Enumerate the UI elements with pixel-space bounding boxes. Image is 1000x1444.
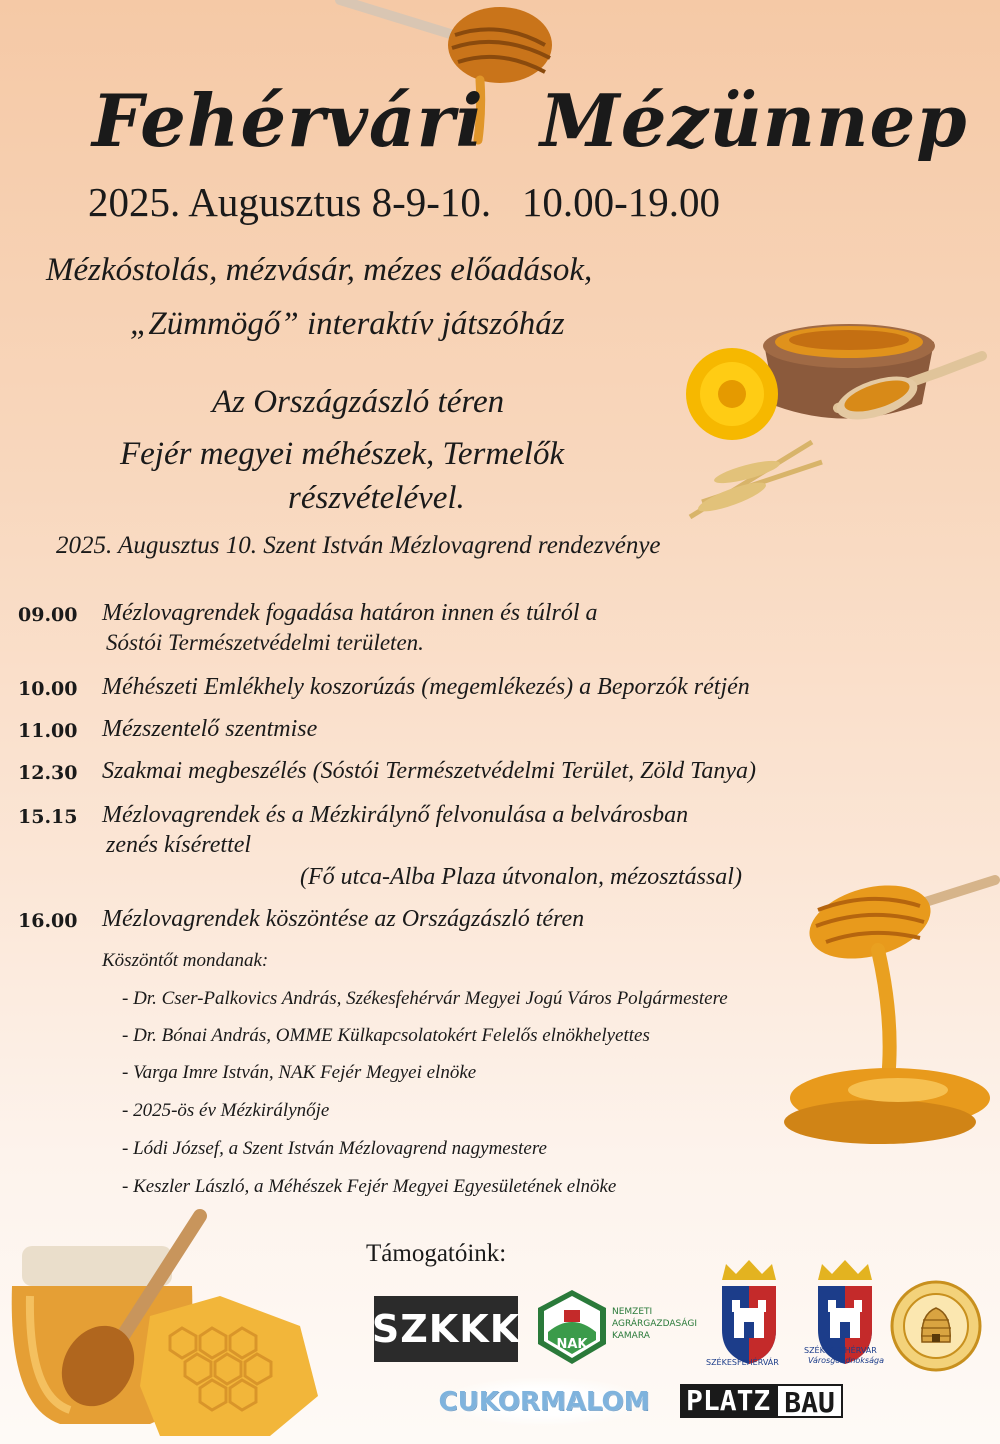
- honey-dipper-right-image: [770, 870, 1000, 1160]
- szekesfehervar-coat-of-arms-icon: [716, 1256, 782, 1366]
- nak-text-line: KAMARA: [612, 1331, 650, 1341]
- speaker-item: - Lódi József, a Szent István Mézlovagrend nagymestere: [122, 1138, 547, 1159]
- nak-logo-icon: [536, 1288, 608, 1366]
- nak-text-line: NEMZETI: [612, 1307, 653, 1317]
- cukormalom-logo: CUKORMALOM: [446, 1378, 642, 1426]
- schedule-text-route: (Fő utca-Alba Plaza útvonalon, mézosztással): [300, 864, 742, 890]
- order-event-line: 2025. Augusztus 10. Szent István Mézlovagrend rendezvénye: [56, 532, 661, 559]
- honey-jar-image: [0, 1196, 330, 1444]
- title-word-2: Mézünnep: [540, 78, 968, 163]
- schedule-text: Mézlovagrendek köszöntése az Országzászló téren: [102, 906, 585, 932]
- pollen-bowl-image: [672, 312, 1000, 532]
- nak-logo-text: [612, 1306, 722, 1342]
- beekeepers-association-seal-icon: [890, 1280, 982, 1372]
- schedule-text: Méhészeti Emlékhely koszorúzás (megemlékezés) a Beporzók rétjén: [102, 674, 750, 700]
- platzbau-logo: [680, 1384, 843, 1418]
- schedule-text: Szakmai megbeszélés (Sóstói Természetvédelmi Terület, Zöld Tanya): [102, 758, 756, 784]
- participants-line-1: Fejér megyei méhészek, Termelők: [120, 436, 565, 472]
- platzbau-logo-part1: PLATZ: [680, 1384, 776, 1418]
- schedule-time: 12.30: [18, 762, 78, 784]
- speaker-item: - Keszler László, a Méhészek Fejér Megyei Egyesületének elnöke: [122, 1176, 617, 1197]
- speaker-item: - Dr. Bónai András, OMME Külkapcsolatokért Felelős elnökhelyettes: [122, 1025, 650, 1046]
- speaker-item: - 2025-ös év Mézkirálynője: [122, 1100, 330, 1121]
- schedule-text: Mézszentelő szentmise: [102, 716, 318, 742]
- speakers-label: Köszöntőt mondanak:: [102, 950, 269, 971]
- nak-text-line: AGRÁRGAZDASÁGI: [612, 1319, 698, 1329]
- city-caption: SZÉKESFEHÉRVÁR: [706, 1358, 779, 1367]
- city-caption-2: Városgondnoksága: [808, 1356, 884, 1365]
- schedule-text-cont: zenés kísérettel: [106, 832, 252, 858]
- location-line: Az Országzászló téren: [212, 384, 505, 420]
- event-date-time: 2025. Augusztus 8-9-10. 10.00-19.00: [88, 179, 721, 225]
- sponsors-label: Támogatóink:: [366, 1240, 507, 1267]
- schedule-text-cont: Sóstói Természetvédelmi területen.: [106, 630, 424, 655]
- szkkk-logo: SZKKK: [374, 1296, 518, 1362]
- schedule-time: 15.15: [18, 806, 78, 828]
- schedule-text: Mézlovagrendek fogadása határon innen és túlról a: [102, 600, 598, 626]
- schedule-time: 10.00: [18, 678, 78, 700]
- speaker-item: - Varga Imre István, NAK Fejér Megyei elnöke: [122, 1062, 477, 1083]
- schedule-time: 16.00: [18, 910, 78, 932]
- speaker-item: - Dr. Cser-Palkovics András, Székesfehérvár Megyei Jogú Város Polgármestere: [122, 988, 728, 1009]
- schedule-time: 11.00: [18, 720, 78, 742]
- city-caption: SZÉKESFEHÉRVÁR: [804, 1346, 877, 1355]
- intro-line-1: Mézkóstolás, mézvásár, mézes előadások,: [46, 252, 593, 288]
- nak-logo-mark: NAK: [556, 1337, 588, 1352]
- participants-line-2: részvételével.: [288, 480, 465, 516]
- title-word-1: Fehérvári: [92, 78, 484, 163]
- schedule-time: 09.00: [18, 604, 78, 626]
- platzbau-logo-part2: BAU: [776, 1384, 843, 1418]
- schedule-text: Mézlovagrendek és a Mézkirálynő felvonulása a belvárosban: [102, 802, 689, 828]
- intro-line-2: „Zümmögő” interaktív játszóház: [130, 306, 565, 342]
- page-title: [0, 78, 1000, 178]
